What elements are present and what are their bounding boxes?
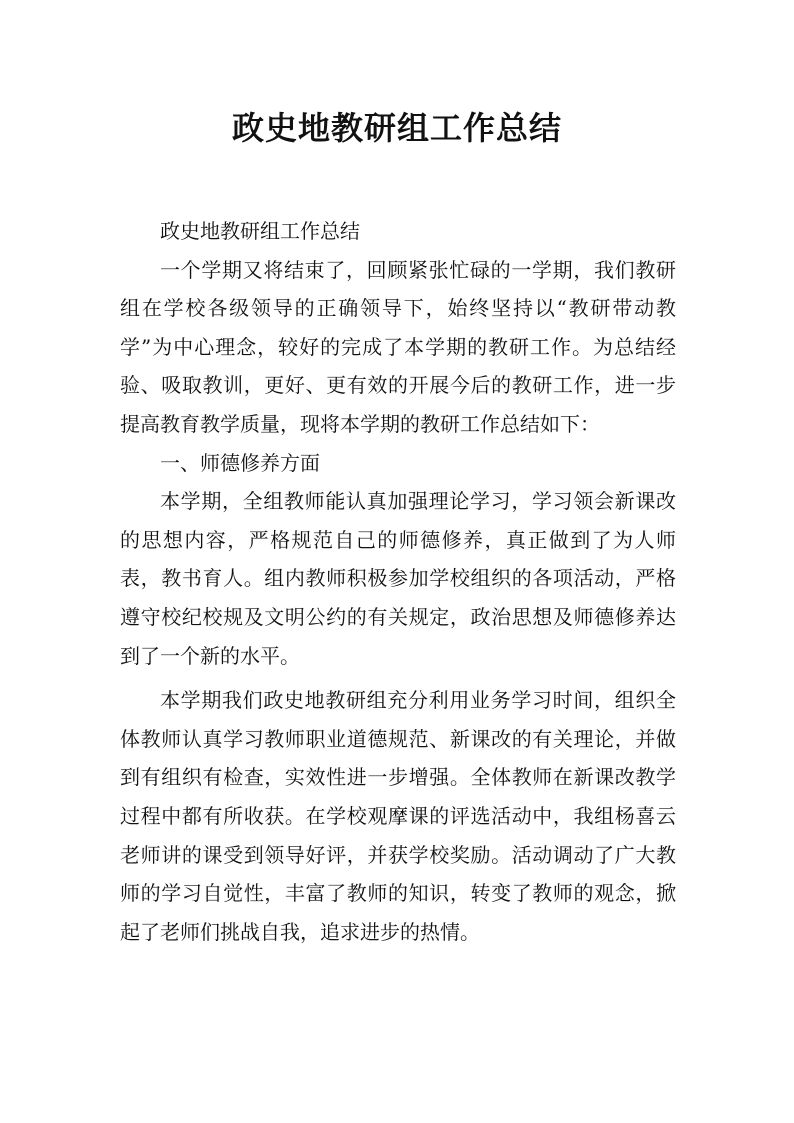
document-body	[120, 212, 676, 951]
section-heading-ethics: 一、师德修养方面	[160, 450, 320, 475]
document-title: 政史地教研组工作总结	[231, 109, 562, 147]
paragraph-intro: 一个学期又将结束了，回顾紧张忙碌的一学期，我们教研组在学校各级领导的正确领导下，始终坚持以“教研带动教学”为中心理念，较好的完成了本学期的教研工作。为总结经验、吸取教训，更好、更有效的开展今后的教研工作，进一步提高教育教学质量，现将本学期的教研工作总结如下：	[120, 257, 676, 436]
paragraph-subtitle: 政史地教研组工作总结	[160, 219, 360, 243]
paragraph-ethics: 本学期，全组教师能认真加强理论学习，学习领会新课改的思想内容，严格规范自己的师德修养，真正做到了为人师表，教书育人。组内教师积极参加学校组织的各项活动，严格遵守校纪校规及文明公约的有关规定，政治思想及师德修养达到了一个新的水平。	[120, 489, 676, 668]
paragraph-study: 本学期我们政史地教研组充分利用业务学习时间，组织全体教师认真学习教师职业道德规范、新课改的有关理论，并做到有组织有检查，实效性进一步增强。全体教师在新课改教学过程中都有所收获。在学校观摩课的评选活动中，我组杨喜云老师讲的课受到领导好评，并获学校奖励。活动调动了广大教师的学习自觉性，丰富了教师的知识，转变了教师的观念，掀起了老师们挑战自我，追求进步的热情。	[120, 688, 676, 944]
